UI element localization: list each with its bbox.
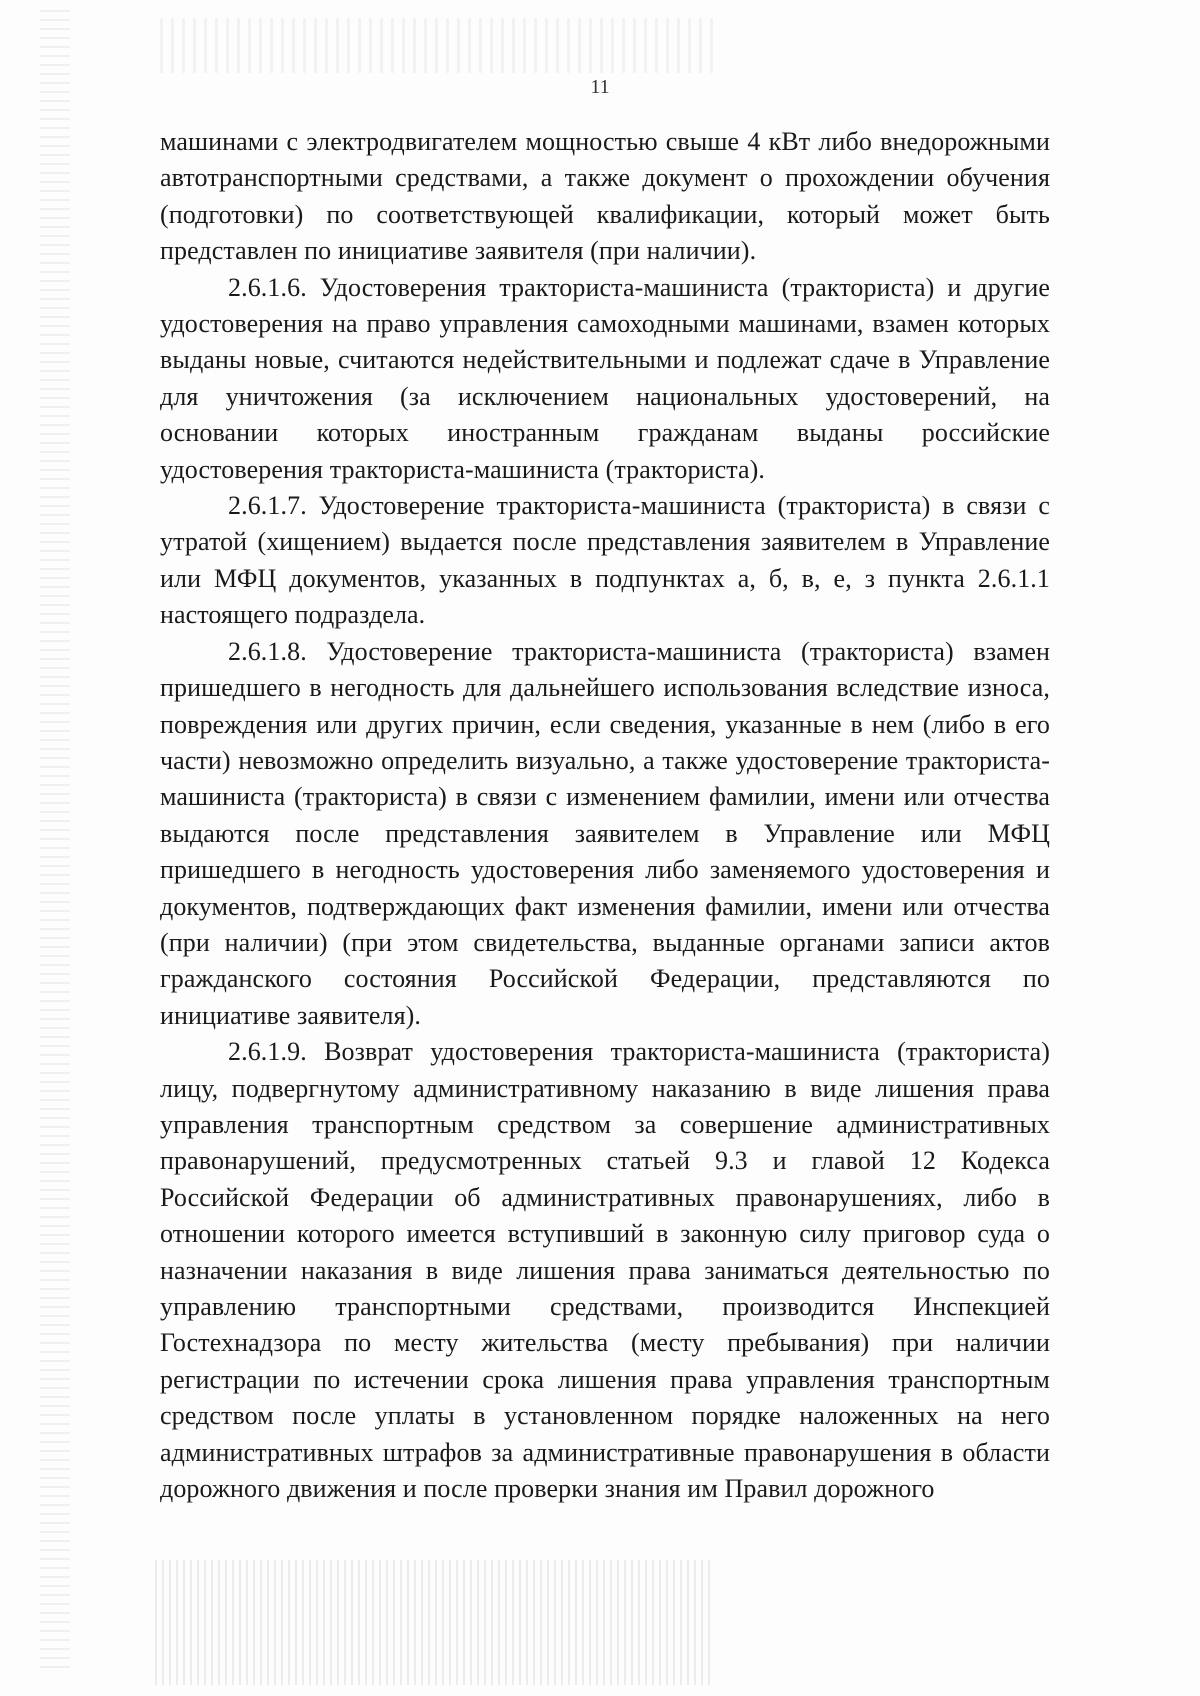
paragraph-2-6-1-8: 2.6.1.8. Удостоверение тракториста-машиниста (тракториста) взамен пришедшего в негодность для дальнейшего использования вследствие износа, повреждения или других причин, если сведения, указанные в нем (либо в его части) невозможно определить визуально, а также удостоверение тракториста-машиниста (тракториста) в связи с изменением фамилии, имени или отчества выдаются после представления заявителем в Управление или МФЦ пришедшего в негодность удостоверения либо заменяемого удостоверения и документов, подтверждающих факт изменения фамилии, имени или отчества (при наличии) (при этом свидетельства, выданные органами записи актов гражданского состояния Российской Федерации, представляются по инициативе заявителя). bbox=[160, 636, 1050, 1030]
scan-noise-top bbox=[160, 18, 720, 73]
paragraph-2-6-1-6: 2.6.1.6. Удостоверения тракториста-машиниста (тракториста) и другие удостоверения на право управления самоходными машинами, взамен которых выданы новые, считаются недействительными и подлежат сдаче в Управление для уничтожения (за исключением национальных удостоверений, на основании которых иностранным гражданам выданы российские удостоверения тракториста-машиниста (тракториста). bbox=[160, 272, 1050, 484]
document-body bbox=[160, 124, 1050, 1507]
paragraph-continuation: машинами с электродвигателем мощностью свыше 4 кВт либо внедорожными автотранспортными средствами, а также документ о прохождении обучения (подготовки) по соответствующей квалификации, который может быть представлен по инициативе заявителя (при наличии). bbox=[160, 127, 1050, 266]
paragraph-2-6-1-9: 2.6.1.9. Возврат удостоверения тракториста-машиниста (тракториста) лицу, подвергнутому административному наказанию в виде лишения права управления транспортным средством за совершение административных правонарушений, предусмотренных статьей 9.3 и главой 12 Кодекса Российской Федерации об административных правонарушениях, либо в отношении которого имеется вступивший в законную силу приговор суда о назначении наказания в виде лишения права заниматься деятельностью по управлению транспортными средствами, производится Инспекцией Гостехнадзора по месту жительства (месту пребывания) при наличии регистрации по истечении срока лишения права управления транспортным средством после уплаты в установленном порядке наложенных на него административных штрафов за административные правонарушения в области дорожного движения и после проверки знания им Правил дорожного bbox=[160, 1037, 1050, 1504]
scan-noise-bottom bbox=[155, 1560, 715, 1685]
paragraph-2-6-1-7: 2.6.1.7. Удостоверение тракториста-машиниста (тракториста) в связи с утратой (хищением) выдается после представления заявителем в Управление или МФЦ документов, указанных в подпунктах а, б, в, е, з пункта 2.6.1.1 настоящего подраздела. bbox=[160, 491, 1050, 630]
scan-noise-left bbox=[40, 10, 70, 1670]
page-number: 11 bbox=[590, 76, 610, 98]
